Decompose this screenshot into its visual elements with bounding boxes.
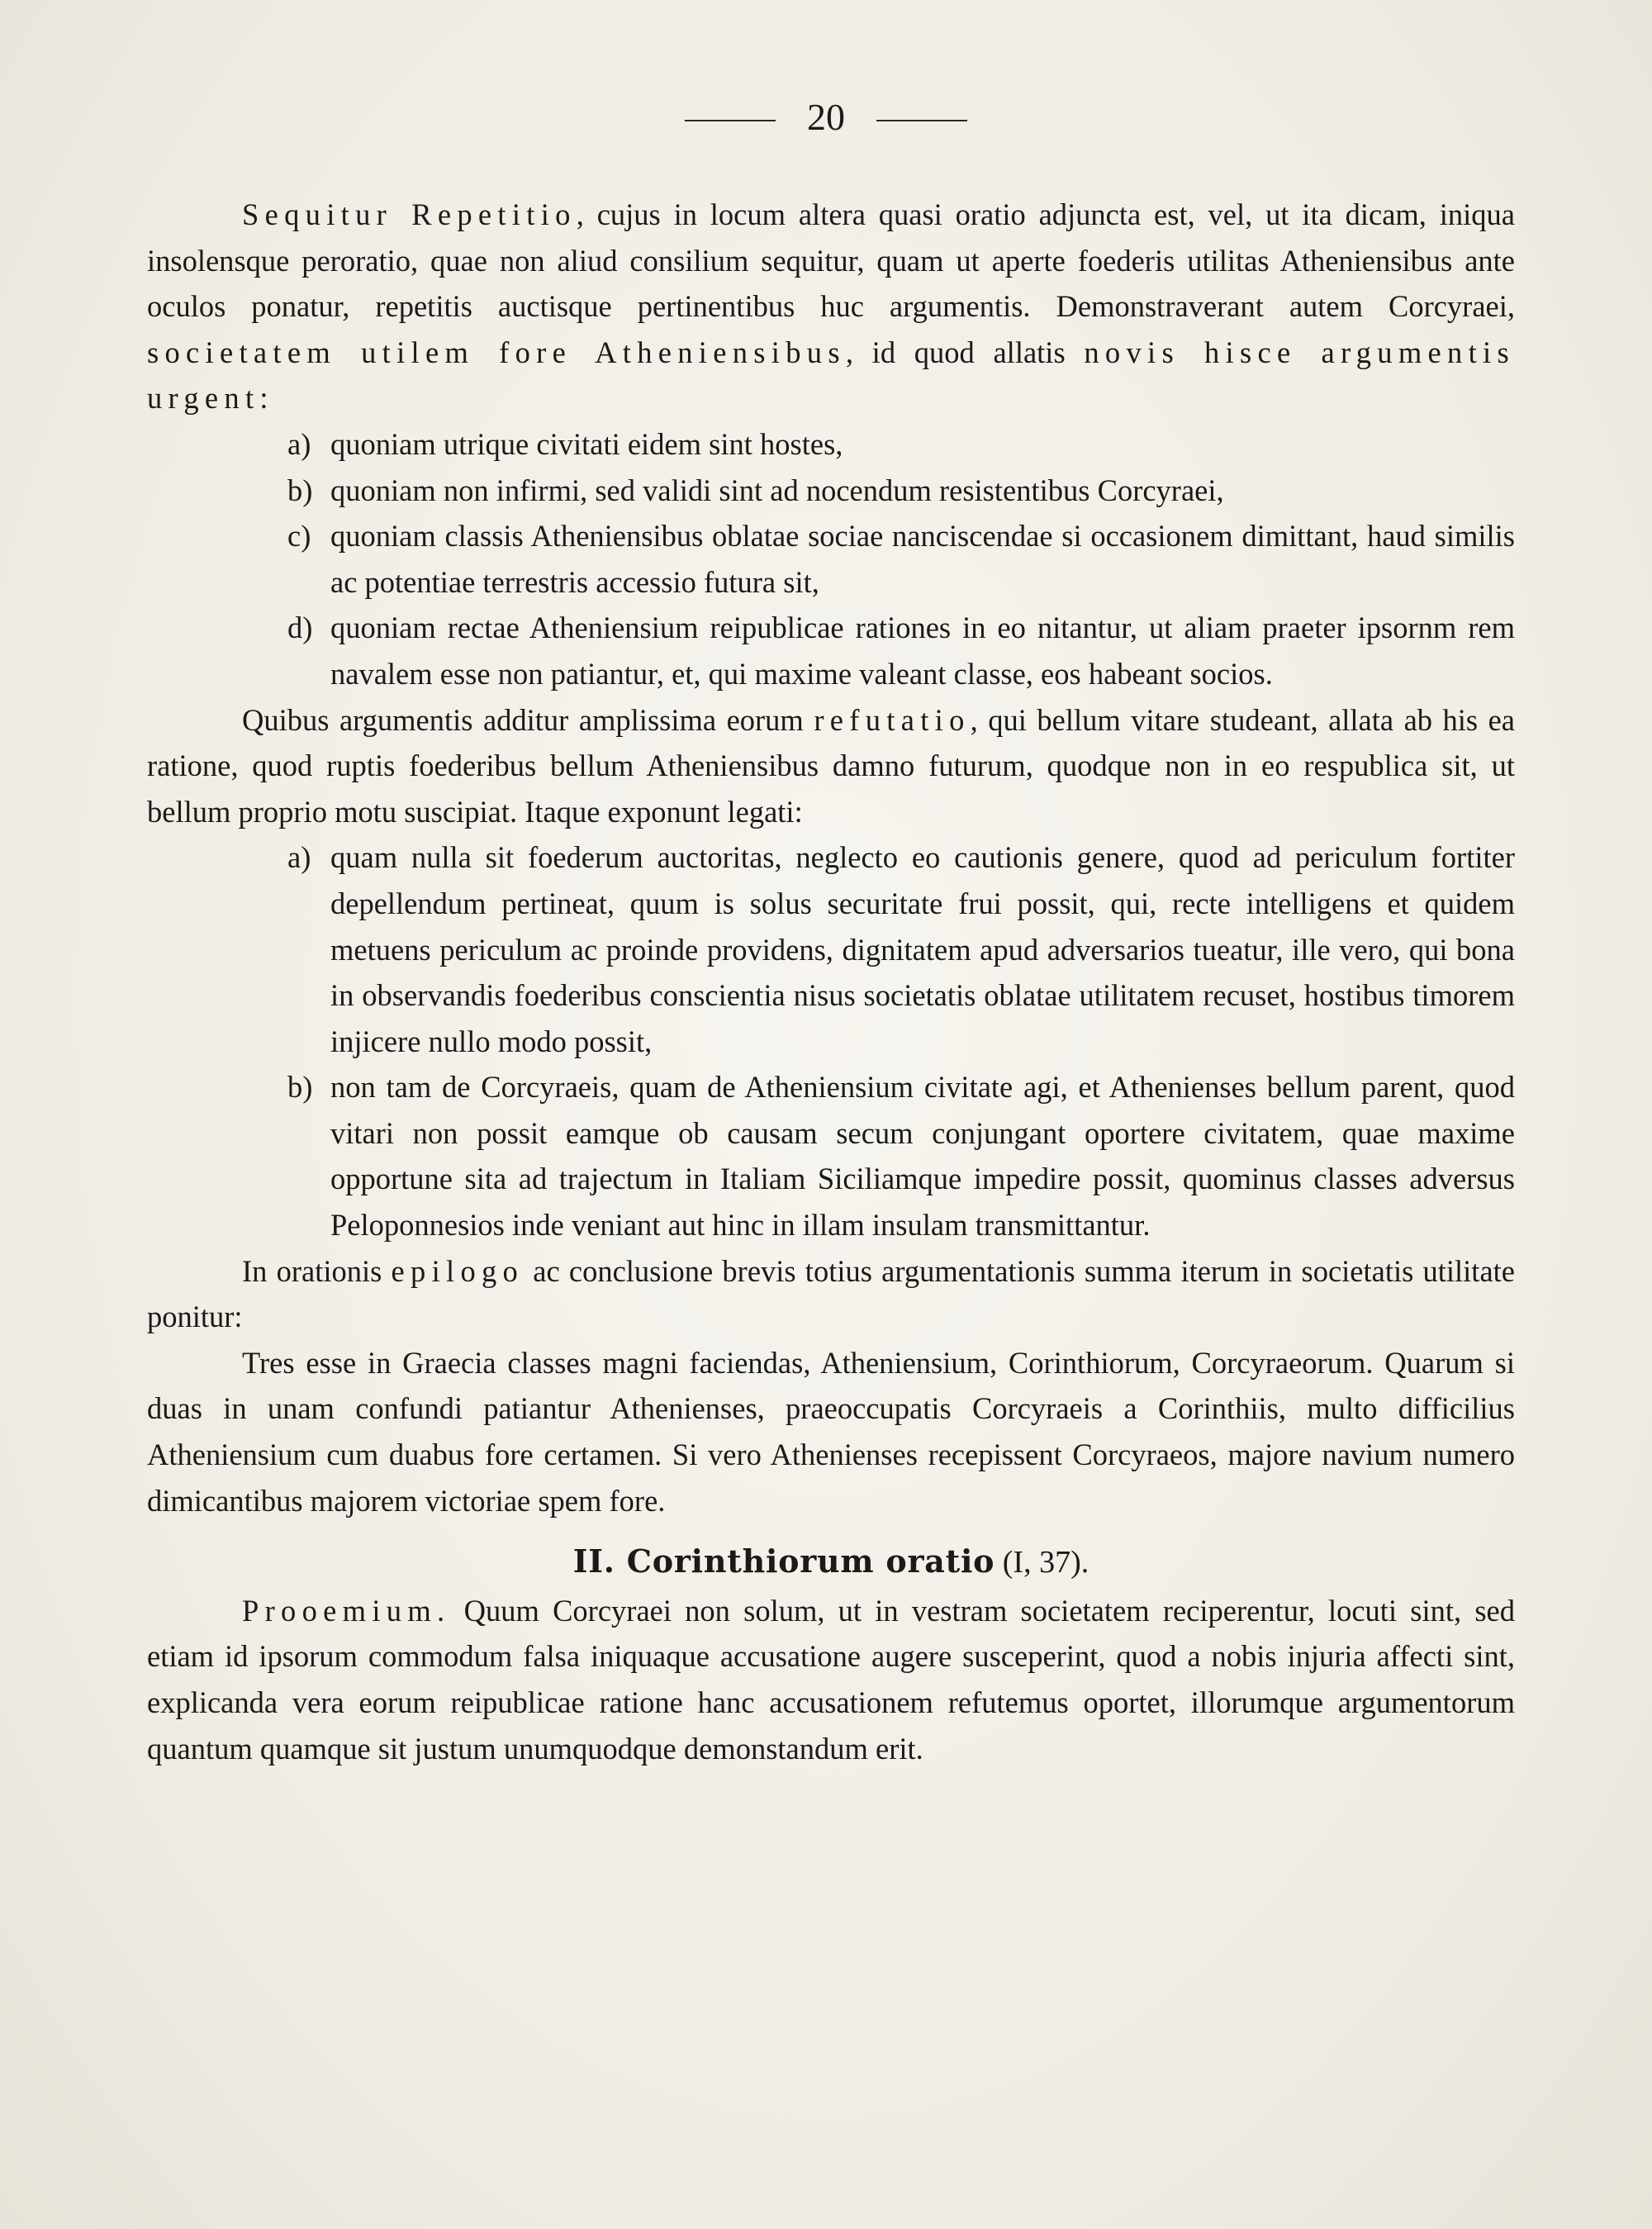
page-number: 20: [807, 96, 845, 138]
list-item-label: c): [287, 519, 311, 554]
list-item: [147, 834, 1515, 1064]
list-item: [147, 468, 1515, 514]
term-prooemium: Prooemium.: [242, 1593, 451, 1628]
list-item: [147, 605, 1515, 696]
list-item: [147, 1064, 1515, 1248]
paragraph-prooemium: [147, 1588, 1515, 1771]
repetitio-text-1: , cujus in locum altera quasi oratio adjuncta est, vel, ut ita dicam, iniqua insolensque peroratio, quae non aliud consilium sequitur, quam ut aperte foederis utilitas Atheniensibus ante oculos ponatur, repetitis auctisque pertinentibus huc argumentis. Demonstraverant autem Corcyraei,: [147, 197, 1515, 324]
list-item-text: quoniam utrique civitati eidem sint hostes,: [330, 426, 843, 461]
repetitio-text-2: , id quod allatis: [845, 335, 1085, 369]
paragraph-refutatio: [147, 697, 1515, 835]
header-rule-left: [685, 120, 776, 121]
header-rule-right: [876, 120, 967, 121]
prooemium-text: Quum Corcyraei non solum, ut in vestram societatem reciperentur, locuti sint, sed etiam id ipsorum commodum falsa iniquaque accusatione augere susceperint, quod a nobis injuria affecti sint, explicanda vera eorum reipublicae ratione hanc accusationem refutemus oportet, illorumque argumentorum quantum quamque sit justum unumquodque demonstandum erit.: [147, 1593, 1515, 1766]
document-body: [147, 192, 1515, 1771]
refutatio-text-1: Quibus argumentis additur amplissima eorum: [242, 702, 814, 737]
list-item-text: quoniam rectae Atheniensium reipublicae rationes in eo nitantur, ut aliam praeter ipsornm rem navalem esse non patiantur, et, qui maxime valeant classe, eos habeant socios.: [330, 611, 1515, 691]
repetitio-spaced-phrase: societatem utilem fore Atheniensibus: [147, 335, 846, 369]
refutatio-text-2: , qui bellum vitare studeant, allata ab his ea ratione, quod ruptis foederibus bellum Atheniensibus damno futurum, quodque non in eo respublica sit, ut bellum proprio motu suscipiat. Itaque exponunt legati:: [147, 702, 1515, 829]
list-item-label: b): [287, 473, 313, 507]
argument-list-1: [147, 421, 1515, 697]
list-item-label: d): [287, 611, 313, 645]
epilogo-text-1: In orationis: [242, 1253, 392, 1288]
heading-title: II. Corinthiorum oratio: [572, 1542, 995, 1580]
repetitio-text-3: :: [259, 381, 268, 416]
list-item-label: b): [287, 1070, 313, 1105]
epilogo-text-2: ac conclusione brevis totius argumentationis summa iterum in societatis utilitate ponitur:: [147, 1253, 1515, 1334]
term-repetitio: Sequitur Repetitio: [242, 197, 577, 231]
list-item: [147, 421, 1515, 468]
term-refutatio: refutatio: [814, 702, 971, 737]
paragraph-epilogo: [147, 1248, 1515, 1340]
section-heading: [147, 1538, 1515, 1586]
list-item-text: quam nulla sit foederum auctoritas, neglecto eo cautionis genere, quod ad periculum fortiter depellendum pertineat, quum is solus securitate frui possit, qui, recte intelligens et quidem metuens periculum ac proinde providens, dignitatem apud adversarios tueatur, ille vero, qui bona in observandis foederibus conscientia nisus societatis oblatae utilitatem recuset, hostibus timorem injicere nullo modo possit,: [330, 840, 1515, 1058]
paragraph-repetitio: [147, 192, 1515, 421]
page-header: [0, 93, 1652, 142]
list-item-text: quoniam classis Atheniensibus oblatae sociae nanciscendae si occasionem dimittant, haud similis ac potentiae terrestris accessio futura sit,: [330, 519, 1515, 599]
heading-reference: (I, 37).: [1002, 1545, 1089, 1580]
list-item-label: a): [287, 840, 311, 875]
argument-list-2: [147, 834, 1515, 1248]
term-epilogo: epilogo: [391, 1253, 525, 1288]
list-item-label: a): [287, 426, 311, 461]
repetitio-spaced-phrase-2: novis hisce argumentis urgent: [147, 335, 1515, 416]
list-item: [147, 513, 1515, 605]
list-item-text: quoniam non infirmi, sed validi sint ad nocendum resistentibus Corcyraei,: [330, 473, 1224, 507]
list-item-text: non tam de Corcyraeis, quam de Atheniensium civitate agi, et Athenienses bellum parent, quod vitari non possit eamque ob causam secum conjungant oportere civitatem, quae maxime opportune sita ad trajectum in Italiam Siciliamque impedire possit, quominus classes adversus Peloponnesios inde veniant aut hinc in illam insulam transmittantur.: [330, 1070, 1515, 1243]
paragraph-tres: Tres esse in Graecia classes magni faciendas, Atheniensium, Corinthiorum, Corcyraeorum. Quarum si duas in unam confundi patiantur Athenienses, praeoccupatis Corcyraeis a Corinthiis, multo difficilius Atheniensium cum duabus fore certamen. Si vero Athenienses recepissent Corcyraeos, majore navium numero dimicantibus majorem victoriae spem fore.: [147, 1345, 1515, 1518]
